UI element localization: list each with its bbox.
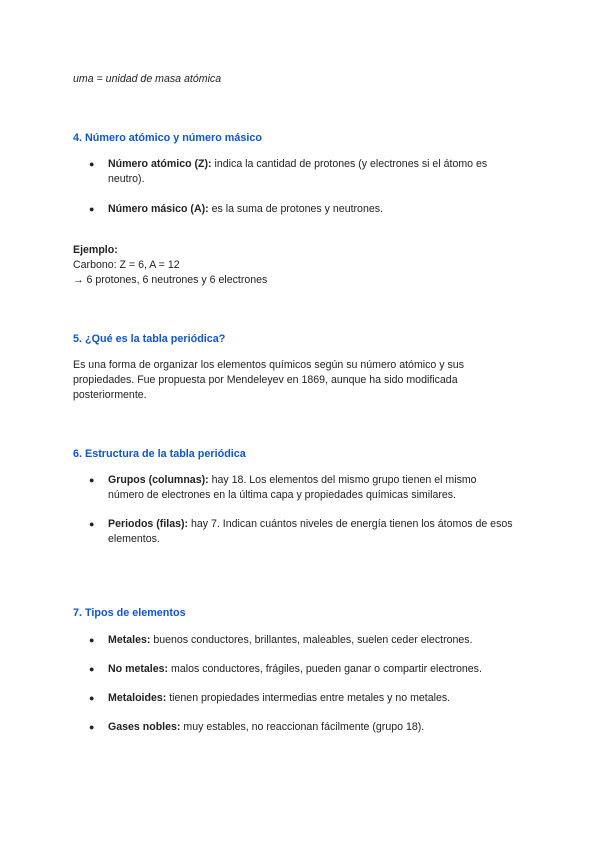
section-6-heading: 6. Estructura de la tabla periódica bbox=[73, 448, 246, 460]
list-item-metaloides bbox=[73, 691, 513, 706]
item-label: No metales: bbox=[108, 663, 169, 675]
item-text: malos conductores, frágiles, pueden ganar o compartir electrones. bbox=[168, 663, 482, 675]
section-7-list bbox=[73, 633, 513, 735]
list-item-numero-atomico bbox=[73, 157, 513, 187]
item-label: Gases nobles: bbox=[108, 721, 181, 733]
item-label: Periodos (filas): bbox=[108, 518, 189, 530]
item-text: indica la cantidad de protones (y electrones si el átomo es neutro). bbox=[108, 158, 488, 185]
list-item-metales bbox=[73, 633, 513, 648]
section-4-heading: 4. Número atómico y número másico bbox=[73, 132, 262, 144]
bullet-icon: ● bbox=[89, 693, 95, 703]
section-7-heading: 7. Tipos de elementos bbox=[73, 607, 186, 619]
bullet-icon: ● bbox=[89, 664, 95, 674]
bullet-icon: ● bbox=[89, 475, 95, 485]
list-item-periodos bbox=[73, 517, 513, 547]
item-text: hay 18. Los elementos del mismo grupo tienen el mismo número de electrones en la última capa y propiedades químicas similares. bbox=[108, 474, 477, 501]
item-text: tienen propiedades intermedias entre metales y no metales. bbox=[166, 692, 451, 704]
list-item-gases-nobles bbox=[73, 720, 513, 735]
list-item-numero-masico bbox=[73, 202, 513, 217]
example-line-2: → 6 protones, 6 neutrones y 6 electrones bbox=[73, 274, 268, 286]
list-item-grupos bbox=[73, 473, 513, 503]
bullet-icon: ● bbox=[89, 635, 95, 645]
section-6-list bbox=[73, 473, 513, 547]
list-item-no-metales bbox=[73, 662, 513, 677]
section-5-text: Es una forma de organizar los elementos químicos según su número atómico y sus propiedades. Fue propuesta por Mendeleyev en 1869, aunque ha sido modificada posteriormente. bbox=[73, 359, 464, 401]
item-text: muy estables, no reaccionan fácilmente (grupo 18). bbox=[180, 721, 425, 733]
example-block bbox=[73, 243, 513, 288]
item-label: Metaloides: bbox=[108, 692, 167, 704]
item-label: Número atómico (Z): bbox=[108, 158, 212, 170]
example-title: Ejemplo: bbox=[73, 244, 118, 256]
section-5-paragraph bbox=[73, 358, 513, 403]
item-label: Metales: bbox=[108, 634, 151, 646]
item-text: es la suma de protones y neutrones. bbox=[208, 203, 383, 215]
uma-note: uma = unidad de masa atómica bbox=[73, 73, 222, 85]
bullet-icon: ● bbox=[89, 722, 95, 732]
bullet-icon: ● bbox=[89, 204, 95, 214]
bullet-icon: ● bbox=[89, 519, 95, 529]
bullet-icon: ● bbox=[89, 159, 95, 169]
example-line-1: Carbono: Z = 6, A = 12 bbox=[73, 259, 180, 271]
section-5-heading: 5. ¿Qué es la tabla periódica? bbox=[73, 333, 226, 345]
item-text: hay 7. Indican cuántos niveles de energía tienen los átomos de esos elementos. bbox=[108, 518, 513, 545]
section-4-list bbox=[73, 157, 513, 217]
item-label: Grupos (columnas): bbox=[108, 474, 209, 486]
item-label: Número másico (A): bbox=[108, 203, 209, 215]
item-text: buenos conductores, brillantes, maleables, suelen ceder electrones. bbox=[150, 634, 473, 646]
